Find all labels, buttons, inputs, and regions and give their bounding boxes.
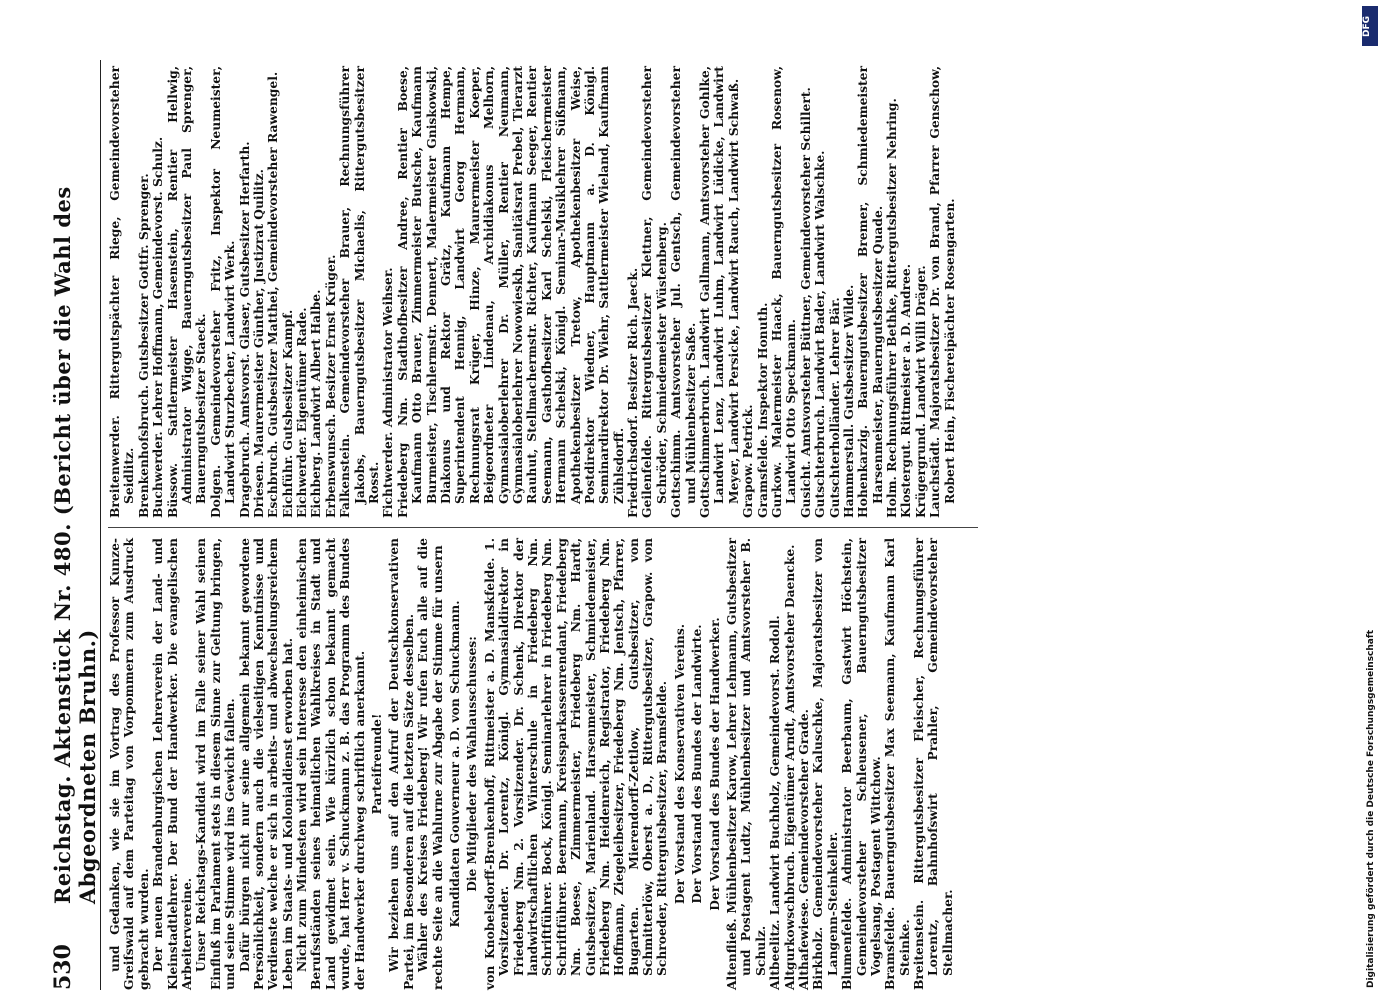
right-column-paragraph: Eschbruch. Gutsbesitzer Matthei, Gemeindevorsteher Rawengel.	[265, 71, 281, 518]
right-column-paragraph: Erbenswunsch. Besitzer Ernst Krüger.	[322, 254, 338, 518]
left-column-paragraph: Breitenstein. Rittergutsbesitzer Fleischer, Rechnungsführer Lorentz, Bahnhofswirt Prahler, Gemeindevorsteher Stellmacher.	[911, 538, 955, 990]
dfg-logo: DFG	[1362, 6, 1378, 46]
right-column-paragraph: Gottschimmerbruch. Landwirt Gallmann, Amtsvorsteher Gohlke, Landwirt Lenz, Landwirt Luhm, Landwirt Lüdicke, Landwirt Meyer, Landwirt Persicke, Landwirt Rauch, Landwirt Schwaß.	[697, 66, 741, 518]
right-column-paragraph: Gutschterbruch. Landwirt Bader, Landwirt Walschke.	[812, 150, 828, 518]
left-column-paragraph: von Knobelsdorff-Brenkenhoff, Rittmeister a. D. Manskfelde. 1. Vorsitzender. Dr. Lorentz, Königl. Gymnasialdirektor in Friedeberg Nm. 2. Vorsitzender. Dr. Schenk, Direktor der landwirtschaftlichen Winterschule in Friedeberg Nm. Schriftführer. Bock, Königl. Seminarlehrer in Friedeberg Nm. Schriftführer. Beermann, Kreissparkassenrendant, Friedeberg Nm. Boese, Zimmermeister, Friedeberg Nm. Hardt, Gutsbesitzer, Marienland. Harsenmeister, Schmiedemeister, Friedeberg Nm. Heidenreich, Registrator, Friedeberg Nm. Hoffmann, Ziegeleibesitzer, Friedeberg Nm. Jentsch, Pfarrer, Bugarten. Mierendorff-Zettlow, Gutsbesitzer, von Schmitterlöw, Oberst a. D., Rittergutsbesitzer, Grapow. von Schroeder, Rittergutsbesitzer, Bramsfelde.	[481, 538, 670, 990]
page-header	[50, 60, 98, 990]
left-column-paragraph: Der Vorstand des Bundes der Landwirte.	[689, 624, 705, 904]
right-column-paragraph: Buchwerder. Lehrer Hoffmann, Gemeindevorst. Schulz.	[150, 136, 166, 518]
left-column-paragraph: Wir beziehen uns auf den Aufruf der Deutschkonservativen Partei, im Besonderen auf die letzten Sätze desselben.	[386, 538, 416, 990]
column-divider	[108, 527, 978, 528]
right-column-paragraph: Breitenwerder. Rittergutspächter Riege, Gemeindevorsteher Seidlitz.	[107, 66, 137, 518]
right-column-paragraph: Eichberg. Landwirt Albert Halbe.	[308, 289, 324, 518]
digitization-note: Digitalisierung gefördert durch die Deutsche Forschungsgemeinschaft	[1366, 629, 1376, 988]
right-column-paragraph: Lauchstädt. Majoratsbesitzer Dr. von Brand, Pfarrer Genschow, Robert Hein, Fischereipächter Rosengarten.	[927, 66, 957, 518]
left-column-paragraph: Blumenfelde. Administrator Beerbaum, Gastwirt Höchstein, Gemeindevorsteher Schleusener, Bauerngutsbesitzer Vogelsang, Postagent Wittchow.	[839, 538, 883, 990]
left-column-paragraph: Nicht zum Mindesten wird sein Interesse den einheimischen Berufsständen seines heimatlichen Wahlkreises in Stadt und Land gewidmet sein. Wie kürzlich schon bekannt gemacht wurde, hat Herr v. Schuckmann z. B. das Programm des Bundes der Handwerker durchweg schriftlich anerkannt.	[294, 538, 367, 990]
left-column-paragraph: und Gedanken, wie sie im Vortrag des Professor Kunze-Greifswald auf dem Parteitag von Vorpommern zum Ausdruck gebracht wurden.	[107, 538, 151, 990]
right-column-paragraph: Klostergut. Rittmeister a. D. Andree.	[898, 264, 914, 518]
page-number: 530	[50, 944, 76, 990]
right-column-paragraph: Driesen. Maurermeister Günther, Justizrat Quilitz.	[250, 169, 266, 518]
right-column-paragraph: Büssow. Sattlermeister Hasenstein, Rentier Hellwig, Administrator Wigge, Bauerngutsbesitzer Paul Sprenger, Bauerngutsbesitzer Staeck.	[164, 66, 209, 518]
left-column-paragraph: Kandidaten Gouverneur a. D. von Schuckmann.	[446, 600, 462, 928]
left-column-paragraph: Der neuen Brandenburgischen Lehrerverein der Land- und Kleinstadtlehrer. Der Bund der Handwerker. Die evangelischen Arbeitervereine.	[150, 538, 194, 990]
left-column-paragraph: Unser Reichstags-Kandidat wird im Falle seiner Wahl seinen Einfluß im Parlament stets in diesem Sinne zur Geltung bringen, und seine Stimme wird ins Gewicht fallen.	[193, 538, 238, 990]
right-column-paragraph: Gramsfelde. Inspektor Honuth.	[754, 302, 770, 518]
right-column-paragraph: Friedrichsdorf. Besitzer Rich. Jaeck.	[625, 267, 641, 518]
right-column-paragraph: Eichführ. Gutsbesitzer Kampf.	[279, 309, 295, 518]
right-column-paragraph: Krügergrund. Landwirt Willi Dräger.	[912, 265, 928, 518]
right-column-paragraph: Hohenkarzig. Bauerngutsbesitzer Bremer, Schmiedemeister Harsenmeister, Bauerngutsbesitzer Quade.	[855, 66, 885, 518]
left-column-paragraph: Der Vorstand des Konservativen Vereins.	[671, 623, 687, 905]
left-column-paragraph: Parteifreunde!	[369, 713, 385, 815]
right-column-paragraph: Geilenfelde. Rittergutsbesitzer Klettner, Gemeindevorsteher Schröder, Schmiedemeister Wüstenberg.	[639, 66, 669, 518]
left-column-paragraph: Birkholz. Gemeindevorsteher Kaluschke, Majoratsbesitzer von Langenn-Steinkeller.	[810, 538, 840, 990]
right-column-paragraph: Gutschterholländer. Lehrer Bär.	[826, 297, 842, 518]
right-column-paragraph: Friedeberg Nm. Stadthofbesitzer Andree, Rentier Boese, Kaufmann Otto Brauer, Zimmermeister Butsche, Kaufmann Burmeister, Tischlermstr. Dennert, Malermeister Gniskowski, Diakonus und Rektor Grätz, Kaufmann Hempe, Superintendent Hennig, Landwirt Georg Hermann, Rechnungsrat Krüger, Hinze, Maurermeister Koeper, Beigeordneter Lindenau, Archidiakonus Melhorn, Gymnasialoberlehrer Dr. Müller, Rentier Neumann, Gymnasialoberlehrer Nowowieskh, Sanitätsrat Prebel, Tierarzt Rauhut, Stellmachermstr. Richter, Kaufmann Seeger, Rentier Seemann, Gasthofbesitzer Karl Schelski, Fleischermeister Hermann Schelski, Königl. Seminar-Musiklehrer Süßmann, Apothekenbesitzer Tretow, Apothekenbesitzer Weise, Postdirektor Wiedner, Hauptmann a. D. Königl. Seminardirektor Dr. Wiehr, Sattlermeister Wieland, Kaufmann Zühlsdorff.	[394, 66, 626, 518]
left-column-paragraph: Der Vorstand des Bundes der Handwerker.	[706, 617, 722, 911]
right-column-paragraph: Gusicht. Amtsvorsteher Büttner, Gemeindevorsteher Schillert.	[797, 87, 813, 518]
left-column-paragraph: Althafewiese. Gemeindevorsteher Grade.	[795, 709, 811, 990]
rotated-page-content	[50, 60, 1350, 990]
right-column-paragraph: Gottschimm. Amtsvorsteher Jul. Gentsch, Gemeindevorsteher und Mühlenbesitzer Saße.	[668, 66, 698, 518]
right-column-paragraph: Eichwerder. Eigentümer Rade.	[294, 307, 310, 518]
right-column-paragraph: Brenkenhofsbruch. Gutsbesitzer Gottfr. Sprenger.	[135, 173, 151, 518]
left-column-paragraph: Altbeelitz. Landwirt Buchholz, Gemeindevorst. Rodoll.	[767, 615, 783, 990]
right-column-paragraph: Falkenstein. Gemeindevorsteher Brauer, Rechnungsführer Jakobs, Bauerngutsbesitzer Michaelis, Rittergutsbesitzer Rosst.	[337, 66, 382, 518]
right-column-paragraph: Holm. Rechnungsführer Bethke, Rittergutsbesitzer Nehring.	[884, 98, 900, 518]
running-title: Reichstag. Aktenstück Nr. 480. (Bericht über die Wahl des Abgeordneten Bruhn.)	[50, 186, 100, 905]
left-column-paragraph: Bramsfelde. Bauerngutsbesitzer Max Seemann, Kaufmann Karl Steinke.	[882, 538, 912, 990]
right-column-paragraph: Grapow. Petrick.	[740, 404, 756, 518]
left-column	[108, 538, 978, 990]
left-column-paragraph: Wähler des Kreises Friedeberg! Wir rufen Euch alle auf die rechte Seite an die Wahlurne zur Abgabe der Stimme für unsern	[415, 538, 445, 990]
right-column-paragraph: Hammerstall. Gutsbesitzer Wilde.	[840, 284, 856, 518]
header-rule	[100, 60, 101, 990]
left-column-paragraph: Altgurkowschbruch. Eigentümer Arndt, Amtsvorsteher Daencke.	[781, 544, 797, 990]
left-column-paragraph: Altenfließ. Mühlenbesitzer Karow, Lehrer Lehmann, Gutsbesitzer und Postagent Ludtz, Mühlenbesitzer und Amtsvorsteher B. Schulz.	[724, 538, 768, 990]
right-column-paragraph: Dragebruch. Amtsvorst. Glaser, Gutsbesitzer Herfarth.	[236, 141, 252, 518]
right-column-paragraph: Dolgen. Gemeindevorsteher Fritz, Inspektor Neumeister, Landwirt Sturzbecher, Landwirt Werk.	[207, 66, 238, 518]
left-column-paragraph: Die Mitglieder des Wahlausschusses:	[464, 636, 480, 892]
right-column	[108, 66, 978, 518]
left-column-paragraph: Dafür bürgen nicht nur seine allgemein bekannt gewordene Persönlichkeit, sondern auch die vielseitigen Kenntnisse und Verdienste welche er sich in arbeits- und abwechselungsreichem Leben im Staats- und Kolonialdienst erworben hat.	[236, 538, 295, 990]
right-column-paragraph: Gurkow. Malermeister Haack, Bauerngutsbesitzer Rosenow, Landwirt Otto Speckmann.	[768, 66, 799, 518]
right-column-paragraph: Fichtwerder. Administrator Weihser.	[380, 267, 396, 518]
